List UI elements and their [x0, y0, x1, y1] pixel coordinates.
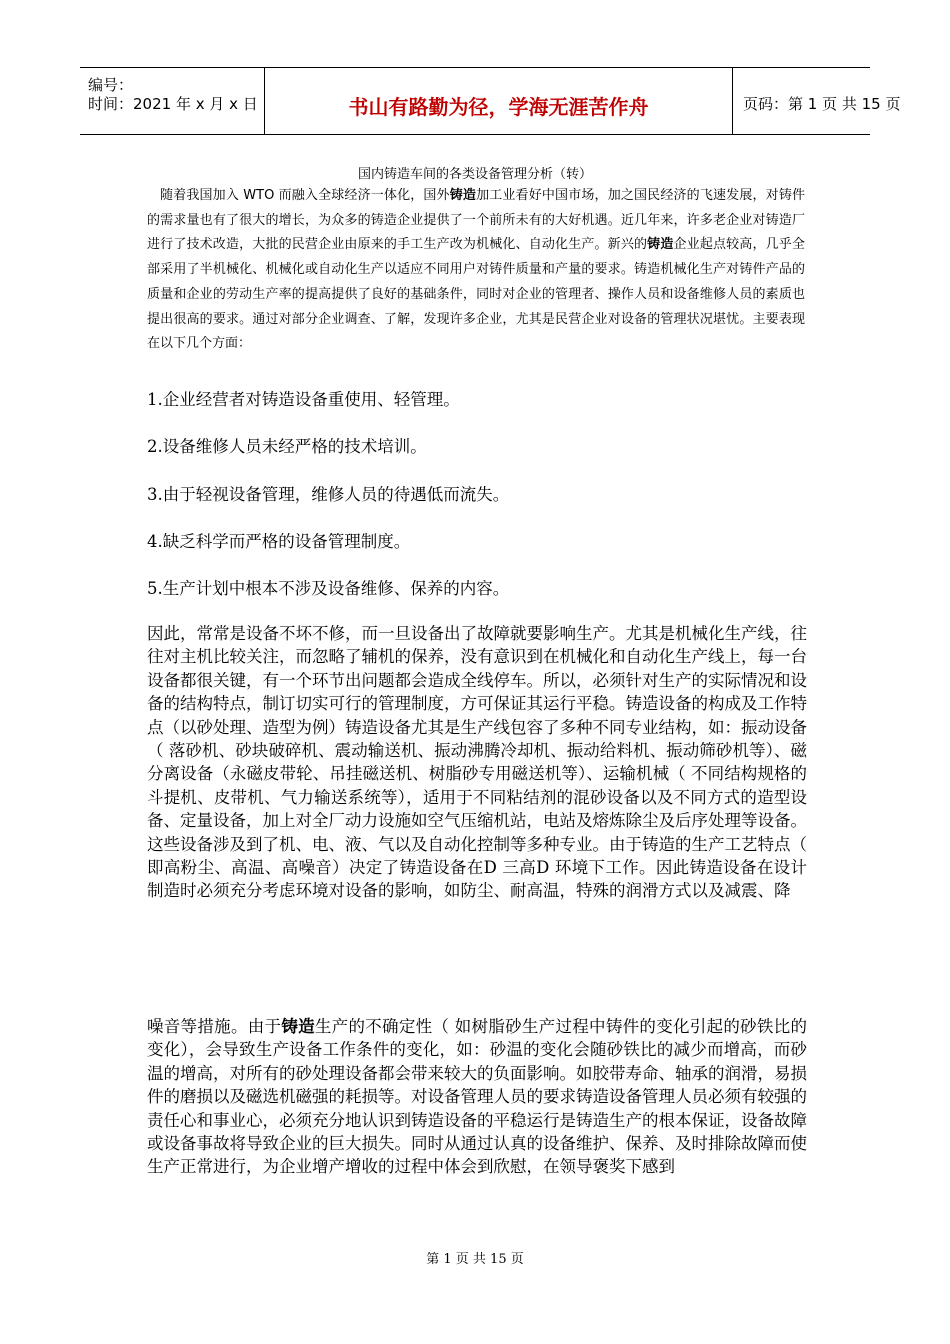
list-item: 2.设备维修人员未经严格的技术培训。	[147, 437, 427, 456]
intro-keyword-2: 铸造	[647, 237, 674, 253]
paragraph2-text-2: 生产的不确定性（ 如树脂砂生产过程中铸件的变化引起的砂铁比的变化），会导致生产设备工作条件的变化，如：砂温的变化会随砂铁比的减少而增高，而砂温的增高，对所有的砂处理设备都会带来较大的负面影响。如胶带寿命、轴承的润滑，易损件的磨损以及磁选机磁强的耗损等。对设备管理人员的要求铸造设备管理人员必须有较强的责任心和事业心，必须充分地认识到铸造设备的平稳运行是铸造生产的根本保证，设备故障或设备事故将导致企业的巨大损失。同时从通过认真的设备维护、保养、及时排除故障而使生产正常进行，为企业增产增收的过程中体会到欣慰，在领导褒奖下感到	[147, 1017, 808, 1177]
document-date-label: 时间：2021 年 x 月 x 日	[88, 95, 258, 113]
document-number-label: 编号：	[88, 76, 134, 94]
body-paragraph-2	[147, 1015, 807, 1179]
list-item: 3.由于轻视设备管理，维修人员的待遇低而流失。	[147, 485, 510, 504]
intro-paragraph	[147, 184, 805, 357]
body-paragraph-1: 因此，常常是设备不坏不修，而一旦设备出了故障就要影响生产。尤其是机械化生产线，往往对主机比较关注，而忽略了辅机的保养，没有意识到在机械化和自动化生产线上，每一台设备都很关键，有一个环节出问题都会造成全线停车。所以，必须针对生产的实际情况和设备的结构特点，制订切实可行的管理制度，方可保证其运行平稳。铸造设备的构成及工作特点（以砂处理、造型为例）铸造设备尤其是生产线包容了多种不同专业结构，如：振动设备（ 落砂机、砂块破碎机、震动输送机、振动沸腾冷却机、振动给料机、振动筛砂机等）、磁分离设备（永磁皮带轮、吊挂磁送机、树脂砂专用磁送机等）、运输机械（ 不同结构规格的斗提机、皮带机、气力输送系统等），适用于不同粘结剂的混砂设备以及不同方式的造型设备、定量设备，加上对全厂动力设施如空气压缩机站，电站及熔炼除尘及后序处理等设备。这些设备涉及到了机、电、液、气以及自动化控制等多种专业。由于铸造的生产工艺特点（ 即高粉尘、高温、高噪音）决定了铸造设备在D 三高D 环境下工作。因此铸造设备在设计制造时必须充分考虑环境对设备的影响，如防尘、耐高温，特殊的润滑方式以及减震、降	[147, 624, 807, 901]
page-header	[80, 67, 901, 135]
header-motto: 书山有路勤为径，学海无涯苦作舟	[348, 95, 649, 119]
header-motto-cell	[265, 68, 733, 134]
intro-text-3: 企业起点较高，几乎全部采用了半机械化、机械化或自动化生产以适应不同用户对铸件质量和产量的要求。铸造机械化生产对铸件产品的质量和企业的劳动生产率的提高提供了良好的基础条件，同时对企业的管理者、操作人员和设备维修人员的素质也提出很高的要求。通过对部分企业调查、了解，发现许多企业，尤其是民营企业对设备的管理状况堪忧。主要表现在以下几个方面：	[147, 237, 805, 352]
intro-keyword-1: 铸造	[449, 188, 477, 203]
header-info-cell	[80, 68, 265, 134]
header-page-cell	[733, 68, 901, 134]
intro-text-2: 加工业看好中国市场，加之国民经济的飞速发展，对铸件的需求量也有了很大的增长，为众多的铸造企业提供了一个前所未有的大好机遇。近几年来，许多老企业对铸造厂进行了技术改造，大批的民营企业由原来的手工生产改为机械化、自动化生产。新兴的	[147, 188, 805, 253]
list-item: 5.生产计划中根本不涉及设备维修、保养的内容。	[147, 579, 510, 598]
paragraph2-keyword: 铸造	[281, 1017, 315, 1036]
document-title: 国内铸造车间的各类设备管理分析（转）	[357, 167, 592, 182]
list-item: 4.缺乏科学而严格的设备管理制度。	[147, 532, 411, 551]
paragraph2-text-1: 噪音等措施。由于	[147, 1017, 282, 1036]
page-footer: 第 1 页 共 15 页	[426, 1252, 524, 1267]
list-item: 1.企业经营者对铸造设备重使用、轻管理。	[147, 390, 460, 409]
intro-text-1: 随着我国加入 WTO 而融入全球经济一体化，国外	[160, 188, 450, 203]
header-page-indicator: 页码：第 1 页 共 15 页	[743, 95, 901, 113]
